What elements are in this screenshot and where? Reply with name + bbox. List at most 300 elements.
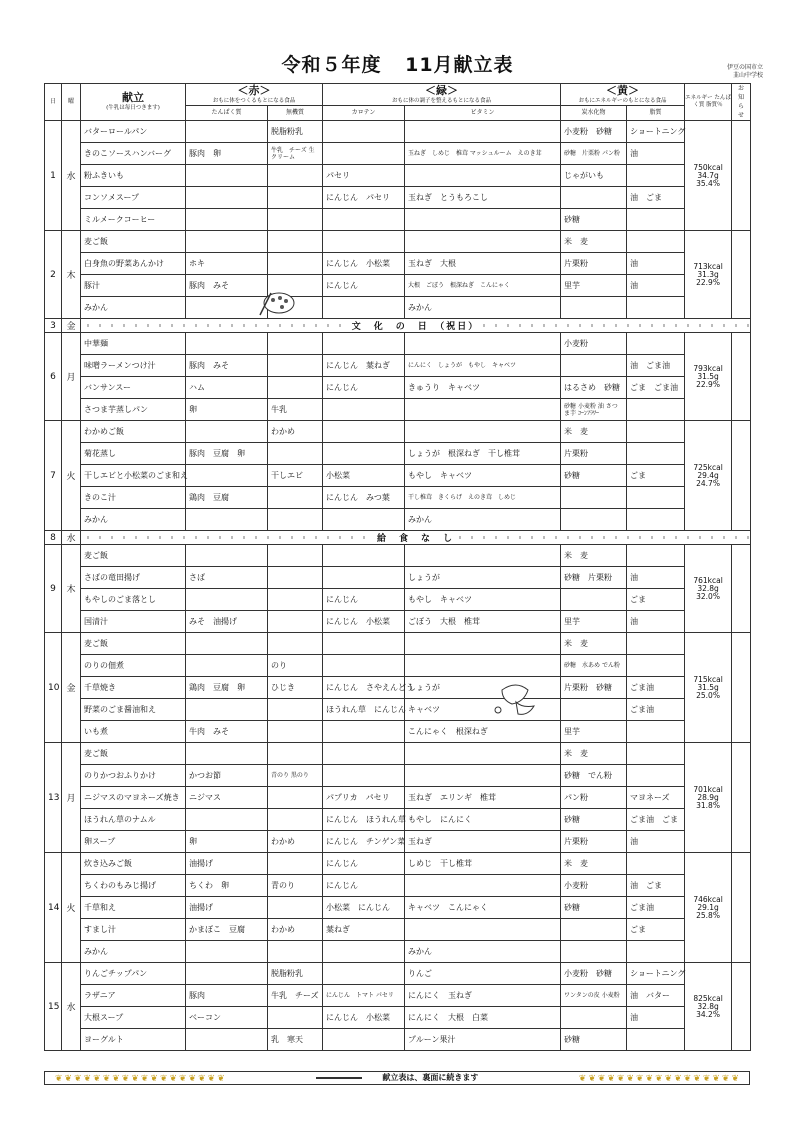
mineral-cell (268, 721, 323, 743)
carotene-cell: にんじん 葉ねぎ (323, 355, 405, 377)
carb-cell: 片栗粉 (561, 443, 627, 465)
vitamin-cell: 玉ねぎ エリンギ 椎茸 (405, 787, 561, 809)
fat-cell: ごま油 ごま (627, 809, 685, 831)
mineral-cell (268, 545, 323, 567)
mineral-cell: 牛乳 チーズ (268, 985, 323, 1007)
vitamin-cell (405, 421, 561, 443)
fat-cell: 油 (627, 143, 685, 165)
energy-cell (685, 743, 732, 853)
mineral-cell (268, 809, 323, 831)
vitamin-cell (405, 545, 561, 567)
mineral-cell: のり (268, 655, 323, 677)
energy-protein: 32.8g (697, 1001, 719, 1011)
day-week: 水 (62, 531, 81, 545)
dish-name: コンソメスープ (81, 187, 186, 209)
dish-name: さつま芋蒸しパン (81, 399, 186, 421)
carotene-cell: パプリカ パセリ (323, 787, 405, 809)
carotene-cell: にんじん さやえんどう (323, 677, 405, 699)
carb-cell (561, 699, 627, 721)
fat-cell (627, 545, 685, 567)
vitamin-cell (405, 655, 561, 677)
fat-cell (627, 633, 685, 655)
table-row (45, 253, 751, 275)
fat-cell: ごま (627, 919, 685, 941)
protein-cell (186, 297, 268, 319)
dish-name: 粉ふきいも (81, 165, 186, 187)
header-vitamin: ビタミン (405, 106, 561, 121)
protein-cell: 豚肉 (186, 985, 268, 1007)
table-row (45, 121, 751, 143)
holiday-row (45, 319, 751, 333)
vitamin-cell: プルーン果汁 (405, 1029, 561, 1051)
energy-kcal: 793kcal (693, 363, 723, 373)
carb-cell: 米 麦 (561, 545, 627, 567)
fat-cell (627, 941, 685, 963)
fat-cell: 油 (627, 831, 685, 853)
header-week: 曜 (62, 84, 81, 121)
dish-name: 野菜のごま醤油和え (81, 699, 186, 721)
dish-name: ミルメークコーヒー (81, 209, 186, 231)
holiday-row (45, 531, 751, 545)
vitamin-cell: にんにく 玉ねぎ (405, 985, 561, 1007)
mineral-cell (268, 443, 323, 465)
dish-name: 白身魚の野菜あんかけ (81, 253, 186, 275)
mineral-cell (268, 787, 323, 809)
table-row (45, 297, 751, 319)
energy-kcal: 825kcal (693, 993, 723, 1003)
vitamin-cell: にんにく 大根 白菜 (405, 1007, 561, 1029)
protein-cell: さば (186, 567, 268, 589)
mineral-cell (268, 1007, 323, 1029)
carb-cell (561, 941, 627, 963)
day-week: 水 (62, 121, 81, 231)
mineral-cell (268, 187, 323, 209)
header-energy: エネルギー たんぱく質 脂質％ (685, 84, 732, 121)
fat-cell (627, 399, 685, 421)
carotene-cell (323, 655, 405, 677)
table-row (45, 355, 751, 377)
carotene-cell: にんじん (323, 853, 405, 875)
protein-cell: 豚肉 みそ (186, 275, 268, 297)
mineral-cell (268, 355, 323, 377)
dish-name: バターロールパン (81, 121, 186, 143)
vitamin-cell: きゅうり キャベツ (405, 377, 561, 399)
carb-cell: 小麦粉 (561, 875, 627, 897)
carotene-cell (323, 297, 405, 319)
table-row (45, 231, 751, 253)
carotene-cell (323, 633, 405, 655)
energy-cell (685, 633, 732, 743)
table-row (45, 275, 751, 297)
header-day: 日 (45, 84, 62, 121)
day-number: 3 (45, 319, 62, 333)
fat-cell (627, 165, 685, 187)
header-protein: たんぱく質 (186, 106, 268, 121)
notice-cell (732, 743, 751, 853)
table-row (45, 677, 751, 699)
table-row (45, 699, 751, 721)
title-year: 令和５年度 (281, 54, 382, 76)
table-row (45, 611, 751, 633)
day-week: 水 (62, 963, 81, 1051)
vitamin-cell (405, 333, 561, 355)
notice-cell (732, 545, 751, 633)
school-name (727, 64, 763, 80)
mineral-cell (268, 633, 323, 655)
dish-name: 味噌ラーメンつけ汁 (81, 355, 186, 377)
table-row (45, 831, 751, 853)
protein-cell (186, 1029, 268, 1051)
dish-name: ちくわのもみじ揚げ (81, 875, 186, 897)
carotene-cell: にんじん 小松菜 (323, 253, 405, 275)
header-yellow-label: ＜黄＞ (606, 83, 640, 97)
header-mineral: 無機質 (268, 106, 323, 121)
dish-name: 麦ご飯 (81, 743, 186, 765)
carotene-cell (323, 121, 405, 143)
day-number: 7 (45, 421, 62, 531)
energy-protein: 31.5g (697, 371, 719, 381)
carb-cell: 砂糖 片栗粉 パン粉 (561, 143, 627, 165)
carotene-cell (323, 333, 405, 355)
carotene-cell (323, 1029, 405, 1051)
fat-cell (627, 765, 685, 787)
holiday-label (81, 531, 751, 545)
dish-name: きのこ汁 (81, 487, 186, 509)
day-number: 14 (45, 853, 62, 963)
fat-cell: 油 ごま (627, 187, 685, 209)
dish-name: いも煮 (81, 721, 186, 743)
table-row (45, 545, 751, 567)
energy-kcal: 725kcal (693, 462, 723, 472)
table-row (45, 209, 751, 231)
energy-fat: 25.8% (696, 910, 720, 920)
vitamin-cell (405, 121, 561, 143)
protein-cell (186, 421, 268, 443)
mineral-cell (268, 699, 323, 721)
mineral-cell: わかめ (268, 421, 323, 443)
carb-cell: 米 麦 (561, 421, 627, 443)
energy-fat: 31.8% (696, 800, 720, 810)
fat-cell: ショートニング (627, 963, 685, 985)
table-row (45, 633, 751, 655)
carotene-cell (323, 963, 405, 985)
energy-cell (685, 333, 732, 421)
notice-cell (732, 421, 751, 531)
carb-cell: ワンタンの皮 小麦粉 (561, 985, 627, 1007)
header-menu (81, 84, 186, 121)
holiday-text: 給 食 な し (373, 534, 458, 544)
dish-name: 麦ご飯 (81, 633, 186, 655)
vitamin-cell: みかん (405, 509, 561, 531)
day-week: 金 (62, 633, 81, 743)
table-row (45, 165, 751, 187)
carb-cell: 片栗粉 (561, 253, 627, 275)
header-menu-note: (牛乳は毎日つきます) (106, 105, 160, 111)
protein-cell (186, 699, 268, 721)
mineral-cell: 青のり (268, 875, 323, 897)
header-green-label: ＜緑＞ (425, 83, 459, 97)
vitamin-cell: もやし キャベツ (405, 465, 561, 487)
fat-cell (627, 655, 685, 677)
carb-cell: 砂糖 (561, 809, 627, 831)
fat-cell (627, 487, 685, 509)
table-row (45, 487, 751, 509)
header-green-desc: おもに体の調子を整えるもとになる食品 (392, 97, 492, 104)
mineral-cell (268, 897, 323, 919)
dish-name: わかめご飯 (81, 421, 186, 443)
energy-fat: 32.0% (696, 591, 720, 601)
protein-cell: 鶏肉 豆腐 卵 (186, 677, 268, 699)
fat-cell (627, 333, 685, 355)
protein-cell (186, 465, 268, 487)
mineral-cell: 牛乳 チーズ 生クリーム (268, 143, 323, 165)
carb-cell: 砂糖 水あめ でん粉 (561, 655, 627, 677)
vitamin-cell (405, 919, 561, 941)
holiday-text: 文 化 の 日 （祝日） (348, 322, 484, 332)
fat-cell (627, 209, 685, 231)
fat-cell (627, 297, 685, 319)
dish-name: のりの佃煮 (81, 655, 186, 677)
table-row (45, 743, 751, 765)
mineral-cell: 牛乳 (268, 399, 323, 421)
protein-cell (186, 633, 268, 655)
carotene-cell: にんじん トマト パセリ (323, 985, 405, 1007)
mineral-cell (268, 611, 323, 633)
energy-protein: 31.3g (697, 269, 719, 279)
carb-cell: 砂糖 (561, 465, 627, 487)
carb-cell: 砂糖 (561, 1029, 627, 1051)
school-line2: 韮山中学校 (732, 72, 763, 79)
dish-name: みかん (81, 509, 186, 531)
fat-cell: 油 (627, 1007, 685, 1029)
header-green (323, 84, 561, 106)
mineral-cell (268, 253, 323, 275)
header-yellow-desc: おもにエネルギーのもとになる食品 (578, 97, 667, 104)
fat-cell (627, 1029, 685, 1051)
mineral-cell (268, 333, 323, 355)
fat-cell: ショートニング (627, 121, 685, 143)
protein-cell (186, 655, 268, 677)
energy-protein: 29.1g (697, 902, 719, 912)
vitamin-cell (405, 231, 561, 253)
carotene-cell (323, 743, 405, 765)
carotene-cell: にんじん パセリ (323, 187, 405, 209)
fat-cell: ごま (627, 465, 685, 487)
carb-cell: 米 麦 (561, 633, 627, 655)
fat-cell: 油 ごま (627, 875, 685, 897)
energy-kcal: 746kcal (693, 894, 723, 904)
day-week: 月 (62, 333, 81, 421)
vitamin-cell: りんご (405, 963, 561, 985)
mineral-cell: 干しエビ (268, 465, 323, 487)
protein-cell (186, 231, 268, 253)
table-row (45, 589, 751, 611)
dish-name: 大根スープ (81, 1007, 186, 1029)
carotene-cell (323, 721, 405, 743)
fat-cell: ごま油 (627, 897, 685, 919)
carb-cell (561, 1007, 627, 1029)
fat-cell: マヨネーズ (627, 787, 685, 809)
energy-cell (685, 421, 732, 531)
day-number: 8 (45, 531, 62, 545)
dish-name: 卵スープ (81, 831, 186, 853)
dish-name: 干しエビと小松菜のごま和え (81, 465, 186, 487)
carb-cell: 里芋 (561, 611, 627, 633)
vitamin-cell: みかん (405, 297, 561, 319)
mineral-cell (268, 209, 323, 231)
carotene-cell (323, 421, 405, 443)
mineral-cell (268, 377, 323, 399)
carb-cell: 小麦粉 砂糖 (561, 963, 627, 985)
mineral-cell (268, 941, 323, 963)
carb-cell: 片栗粉 (561, 831, 627, 853)
table-row (45, 765, 751, 787)
energy-kcal: 715kcal (693, 674, 723, 684)
utensils-icon (316, 1077, 362, 1079)
protein-cell (186, 963, 268, 985)
vitamin-cell (405, 743, 561, 765)
holiday-label (81, 319, 751, 333)
energy-fat: 22.9% (696, 379, 720, 389)
day-number: 1 (45, 121, 62, 231)
header-red (186, 84, 323, 106)
mineral-cell: わかめ (268, 831, 323, 853)
day-week: 金 (62, 319, 81, 333)
dish-name: 麦ご飯 (81, 231, 186, 253)
energy-cell (685, 121, 732, 231)
vitamin-cell: キャベツ こんにゃく (405, 897, 561, 919)
energy-kcal: 761kcal (693, 575, 723, 585)
protein-cell: みそ 油揚げ (186, 611, 268, 633)
mineral-cell (268, 589, 323, 611)
protein-cell (186, 589, 268, 611)
protein-cell: 豚肉 みそ (186, 355, 268, 377)
carb-cell (561, 509, 627, 531)
dish-name: 中華麺 (81, 333, 186, 355)
footer-text: 献立表は、裏面に続きます (382, 1073, 479, 1082)
table-row (45, 187, 751, 209)
page-title (0, 50, 795, 77)
fat-cell: 油 (627, 611, 685, 633)
vitamin-cell (405, 765, 561, 787)
protein-cell: 卵 (186, 831, 268, 853)
table-row (45, 941, 751, 963)
dish-name: 菊花蒸し (81, 443, 186, 465)
palette-icon (257, 289, 297, 319)
table-row (45, 963, 751, 985)
dish-name: ヨーグルト (81, 1029, 186, 1051)
mineral-cell: 青のり 黒のり (268, 765, 323, 787)
protein-cell: ニジマス (186, 787, 268, 809)
protein-cell (186, 209, 268, 231)
protein-cell (186, 809, 268, 831)
footer-bar (44, 1071, 750, 1085)
carb-cell: 里芋 (561, 275, 627, 297)
dish-name: のりかつおふりかけ (81, 765, 186, 787)
energy-kcal: 701kcal (693, 784, 723, 794)
fat-cell: 油 (627, 253, 685, 275)
carb-cell: 里芋 (561, 721, 627, 743)
table-row (45, 787, 751, 809)
table-row (45, 399, 751, 421)
table-row (45, 509, 751, 531)
table-row (45, 853, 751, 875)
carotene-cell (323, 231, 405, 253)
header-fat: 脂質 (627, 106, 685, 121)
fat-cell: ごま ごま油 (627, 377, 685, 399)
table-row (45, 421, 751, 443)
dish-name: 国清汁 (81, 611, 186, 633)
protein-cell (186, 545, 268, 567)
vitamin-cell: しめじ 干し椎茸 (405, 853, 561, 875)
protein-cell (186, 941, 268, 963)
vitamin-cell: ごぼう 大根 椎茸 (405, 611, 561, 633)
carb-cell: 片栗粉 砂糖 (561, 677, 627, 699)
dish-name: 豚汁 (81, 275, 186, 297)
vitamin-cell: みかん (405, 941, 561, 963)
dish-name: さばの竜田揚げ (81, 567, 186, 589)
carotene-cell (323, 545, 405, 567)
notice-cell (732, 231, 751, 319)
menu-body (45, 121, 751, 1051)
carb-cell (561, 589, 627, 611)
vitamin-cell (405, 399, 561, 421)
leaves-left-icon: ❦❦❦❦❦❦❦❦❦❦❦❦❦❦❦❦❦❦ (55, 1074, 227, 1084)
carb-cell: 砂糖 小麦粉 油 さつま芋 ｺｰﾝﾌﾗﾜｰ (561, 399, 627, 421)
menu-table (44, 83, 751, 1051)
header-yellow (561, 84, 685, 106)
carb-cell (561, 355, 627, 377)
carb-cell (561, 297, 627, 319)
dish-name: すまし汁 (81, 919, 186, 941)
protein-cell (186, 121, 268, 143)
vitamin-cell: 玉ねぎ とうもろこし (405, 187, 561, 209)
header-menu-label: 献立 (122, 91, 144, 104)
mineral-cell (268, 567, 323, 589)
vitamin-cell: しょうが (405, 567, 561, 589)
notice-cell (732, 333, 751, 421)
fat-cell (627, 231, 685, 253)
day-week: 火 (62, 421, 81, 531)
vitamin-cell: 玉ねぎ 大根 (405, 253, 561, 275)
energy-cell (685, 545, 732, 633)
energy-kcal: 750kcal (693, 162, 723, 172)
carb-cell: 小麦粉 (561, 333, 627, 355)
vitamin-cell (405, 875, 561, 897)
fat-cell (627, 853, 685, 875)
carotene-cell: ほうれん草 にんじん (323, 699, 405, 721)
carotene-cell: にんじん ほうれん草 (323, 809, 405, 831)
fat-cell: 油 バター (627, 985, 685, 1007)
carotene-cell (323, 509, 405, 531)
protein-cell: 牛肉 みそ (186, 721, 268, 743)
carotene-cell (323, 567, 405, 589)
header-red-desc: おもに体をつくるもとになる食品 (212, 97, 296, 104)
carb-cell (561, 919, 627, 941)
energy-fat: 22.9% (696, 277, 720, 287)
day-number: 13 (45, 743, 62, 853)
carotene-cell: パセリ (323, 165, 405, 187)
vitamin-cell: 干し椎茸 きくらげ えのき茸 しめじ (405, 487, 561, 509)
energy-fat: 35.4% (696, 178, 720, 188)
notice-cell (732, 633, 751, 743)
vitamin-cell: キャベツ (405, 699, 561, 721)
vitamin-cell: 玉ねぎ しめじ 椎茸 マッシュルーム えのき茸 (405, 143, 561, 165)
carotene-cell (323, 399, 405, 421)
vitamin-cell: もやし にんにく (405, 809, 561, 831)
mineral-cell: ひじき (268, 677, 323, 699)
carb-cell: はるさめ 砂糖 (561, 377, 627, 399)
